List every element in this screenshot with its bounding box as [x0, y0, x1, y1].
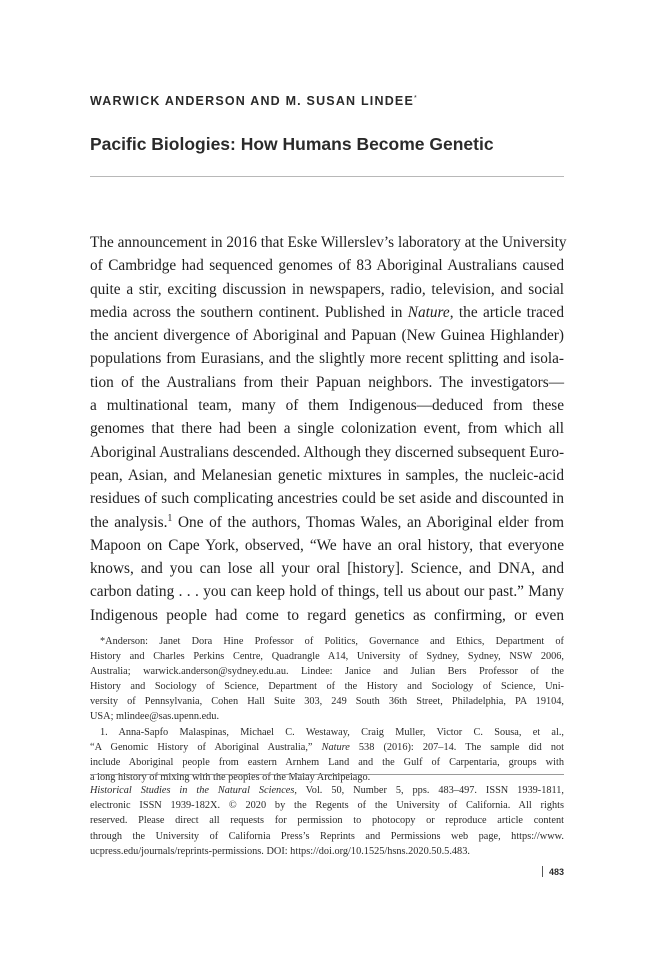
body-line: populations from Eurasians, and the slightly more recent splitting and isola- [90, 350, 564, 368]
body-line: of Cambridge had sequenced genomes of 83 Aboriginal Australians caused [90, 257, 564, 275]
footnote-1-line [90, 740, 564, 755]
body-line: Mapoon on Cape York, observed, “We have an oral history, that everyone [90, 536, 564, 554]
publication-info-text: , Vol. 50, Number 5, pps. 483–497. ISSN 1939-1811, [294, 785, 564, 796]
journal-name-nature: Nature [321, 741, 350, 753]
publication-info-line: reserved. Please direct all requests for permission to photocopy or reproduce article content [90, 815, 564, 827]
publication-info-line: electronic ISSN 1939-182X. © 2020 by the Regents of the University of California. All rights [90, 800, 564, 812]
author-note-line: USA; mlindee@sas.upenn.edu. [90, 711, 220, 723]
body-text: the analysis. [90, 513, 168, 531]
body-line [90, 301, 564, 324]
footnote-1-line: 1. Anna-Sapfo Malaspinas, Michael C. Westaway, Craig Muller, Victor C. Sousa, et al., [100, 726, 564, 738]
body-line: knows, and you can lose all your oral [history]. Science, and DNA, and [90, 560, 564, 578]
publication-info-line: ucpress.edu/journals/reprints-permissions. DOI: https://doi.org/10.1525/hsns.2020.50.5.483. [90, 845, 470, 857]
body-text: media across the southern continent. Published in [90, 303, 408, 321]
author-footnote-marker: * [414, 95, 417, 102]
article-title: Pacific Biologies: How Humans Become Genetic [90, 134, 494, 154]
title-divider [90, 176, 564, 177]
page-number-divider [542, 866, 543, 877]
author-note-line: Australia; warwick.anderson@sydney.edu.au. Lindee: Janice and Julian Bers Professor of the [90, 666, 564, 678]
body-text: , the article traced [449, 303, 564, 321]
page-number [520, 866, 564, 877]
page-number-value: 483 [548, 867, 564, 877]
author-note-line: *Anderson: Janet Dora Hine Professor of Politics, Governance and Ethics, Department of [100, 636, 564, 647]
body-line: pean, Asian, and Melanesian genetic mixtures in samples, the nucleic-acid [90, 466, 564, 484]
author-note-line: History and Sociology of Science, Department of the History and Sociology of Science, Uni- [90, 681, 564, 693]
publication-info [90, 783, 564, 859]
author-note-line: versity of Pennsylvania, Cohen Hall Suite 303, 249 South 36th Street, Philadelphia, PA 19104, [90, 696, 564, 708]
footnote-1-line: include Aboriginal people from eastern Arnhem Land and the Gulf of Carpentaria, groups with [90, 756, 564, 768]
body-line: tion of the Australians from their Papuan neighbors. The investigators— [90, 373, 564, 391]
footnote-ref-1[interactable]: 1 [167, 512, 173, 524]
body-text: One of the authors, Thomas Wales, an Aboriginal elder from [172, 513, 564, 531]
footnote-text: 538 (2016): 207–14. The sample did not [349, 741, 564, 753]
footnote-1-line: a long history of mixing with the peoples of the Malay Archipelago. [90, 771, 371, 783]
author-names: WARWICK ANDERSON AND M. SUSAN LINDEE [90, 94, 414, 108]
journal-name-nature: Nature [407, 303, 450, 321]
body-line: the ancient divergence of Aboriginal and Papuan (New Guinea Highlander) [90, 327, 564, 345]
journal-title: Historical Studies in the Natural Sciences [90, 785, 295, 796]
body-line: genomes that there had been a single colonization event, from which all [90, 420, 564, 438]
publication-info-line [90, 783, 564, 798]
footnote-text: “A Genomic History of Aboriginal Australia,” [90, 741, 322, 753]
body-line [90, 511, 564, 534]
body-line: The announcement in 2016 that Eske Willerslev’s laboratory at the University [90, 234, 567, 251]
author-note-line: History and Charles Perkins Centre, Quadrangle A14, University of Sydney, Sydney, NSW 2006, [90, 651, 564, 663]
footnotes [90, 634, 564, 785]
body-line: Aboriginal Australians descended. Although they discerned subsequent Euro- [90, 443, 565, 461]
body-line: Indigenous people had come to regard genetics as confirming, or even [90, 606, 564, 624]
publication-info-line: through the University of California Press’s Reprints and Permissions web page, https://www. [90, 830, 564, 842]
author-byline [90, 94, 590, 108]
body-line: carbon dating . . . you can keep hold of things, tell us about our past.” Many [90, 583, 564, 601]
body-line: residues of such complicating ancestries could be set aside and discounted in [90, 490, 564, 508]
article-body [90, 231, 567, 627]
body-line: quite a stir, exciting discussion in newspapers, radio, television, and social [90, 280, 564, 298]
body-line: a multinational team, many of them Indigenous—deduced from these [90, 397, 564, 415]
footnote-divider [90, 774, 564, 775]
